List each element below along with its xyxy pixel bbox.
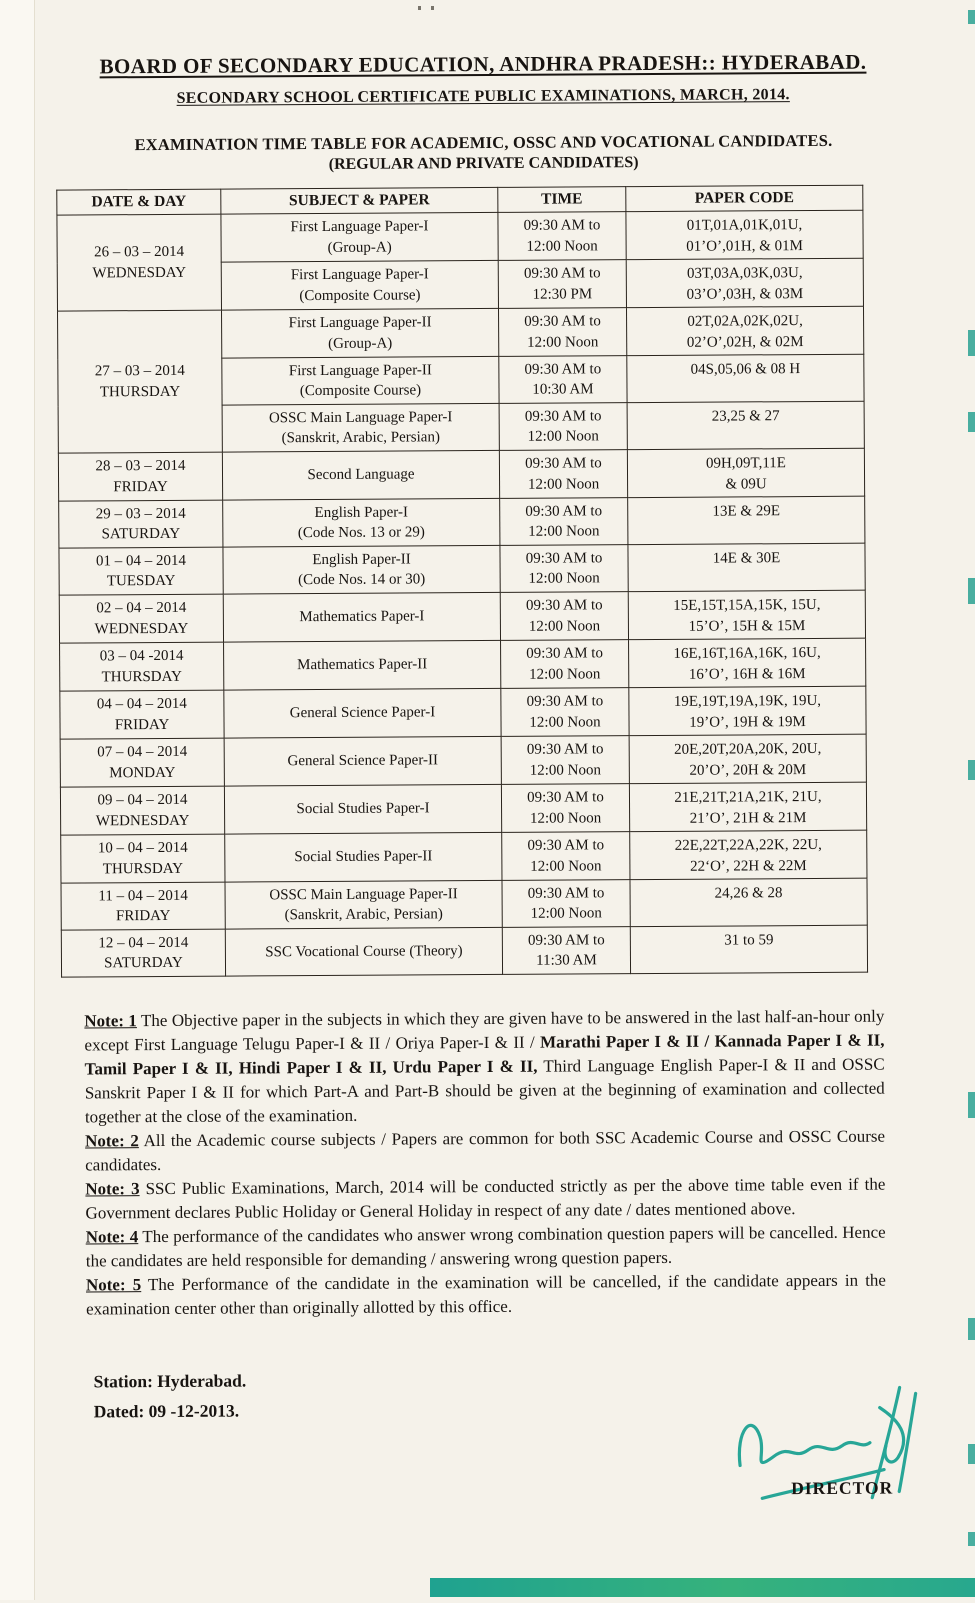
note-4 [86, 1221, 886, 1274]
subject-line: (Sanskrit, Arabic, Persian) [284, 906, 443, 924]
code-cell [630, 925, 867, 973]
subject-cell [224, 784, 501, 834]
timetable-row [59, 496, 865, 548]
day-text: SATURDAY [101, 525, 181, 543]
scan-artifact [968, 760, 975, 780]
subject-line: First Language Paper-I [290, 266, 429, 284]
date-day-cell [61, 929, 225, 977]
subject-line: OSSC Main Language Paper-I [268, 408, 453, 426]
code-line: 03T,03A,03K,03U, [686, 265, 803, 282]
subject-line: English Paper-II [312, 550, 411, 568]
code-line: 24,26 & 28 [714, 885, 783, 902]
timetable-row [59, 590, 865, 643]
time-line: 12:00 Noon [527, 333, 599, 351]
subject-cell [223, 498, 500, 547]
time-line: 12:00 Noon [529, 665, 601, 683]
time-line: 09:30 AM to [525, 455, 602, 472]
subject-line: Social Studies Paper-II [294, 848, 433, 866]
timetable-row [61, 925, 867, 977]
note-label: Note: 4 [85, 1227, 139, 1247]
timetable-row [60, 638, 866, 691]
subject-line: English Paper-I [314, 503, 409, 521]
time-line: 09:30 AM to [525, 597, 603, 614]
code-cell [628, 590, 865, 639]
date-day-cell [57, 214, 222, 311]
timetable-row [57, 210, 863, 263]
subject-cell [223, 545, 500, 594]
subject-line: Second Language [307, 466, 415, 484]
time-line: 09:30 AM to [526, 741, 604, 758]
code-line: 01’O’,01H, & 01M [686, 237, 803, 255]
time-line: 12:00 Noon [529, 761, 601, 779]
date-day-cell [60, 642, 224, 691]
subject-cell [222, 450, 499, 500]
subject-line: First Language Paper-I [290, 218, 429, 236]
scan-artifact [968, 330, 975, 356]
scan-artifact [968, 1532, 975, 1546]
note-label: Note: 1 [84, 1011, 137, 1031]
date-text: 27 – 03 – 2014 [94, 362, 185, 380]
time-line: 09:30 AM to [526, 693, 604, 710]
time-cell [498, 260, 626, 309]
time-cell [502, 880, 630, 928]
day-text: WEDNESDAY [94, 620, 189, 637]
time-cell [500, 498, 628, 546]
day-text: WEDNESDAY [95, 812, 190, 829]
date-text: 07 – 04 – 2014 [97, 743, 188, 761]
code-line: 13E & 29E [712, 503, 781, 520]
time-line: 09:30 AM to [524, 407, 602, 425]
time-line: 09:30 AM to [526, 645, 603, 662]
date-text: 01 – 04 – 2014 [95, 552, 187, 569]
code-cell [626, 306, 863, 355]
date-day-cell [61, 834, 225, 883]
time-line: 12:00 Noon [529, 713, 601, 731]
note-text: Third Language English Paper-I & II and OSSC Sanskrit Paper I & II for which Part-A and Part-B should be given at the beginning of examination and collected together at the close of the examination. [84, 1054, 885, 1127]
subject-cell [222, 356, 499, 405]
subject-line: Mathematics Paper-II [297, 656, 428, 674]
subject-line: Social Studies Paper-I [296, 800, 430, 818]
timetable-body [57, 210, 868, 977]
code-cell [626, 258, 863, 307]
subject-line: General Science Paper-II [287, 752, 439, 770]
code-line: 09H,09T,11E [705, 455, 786, 472]
code-line: 15’O’, 15H & 15M [688, 617, 806, 635]
note-label: Note: 5 [85, 1275, 142, 1295]
date-text: 29 – 03 – 2014 [95, 505, 186, 522]
time-line: 12:00 Noon [526, 237, 598, 255]
code-line: 20E,20T,20A,20K, 20U, [674, 740, 822, 758]
scan-artifact [968, 10, 975, 24]
notes-section [84, 1005, 886, 1322]
time-line: 09:30 AM to [523, 217, 601, 234]
code-line: 04S,05,06 & 08 H [690, 361, 801, 378]
date-text: 12 – 04 – 2014 [98, 934, 189, 951]
date-day-cell [61, 882, 225, 930]
code-line: 19’O’, 19H & 19M [689, 713, 806, 731]
subject-line: (Sanskrit, Arabic, Persian) [281, 429, 440, 447]
code-line: & 09U [725, 475, 767, 493]
code-cell [627, 448, 864, 497]
page-subtitle: SECONDARY SCHOOL CERTIFICATE PUBLIC EXAMINATIONS, MARCH, 2014. [176, 86, 790, 107]
exam-timetable [56, 185, 868, 978]
note-text: The performance of the candidates who answer wrong combination question papers will be cancelled. Hence the candidates are held responsible for demanding / answering wrong question papers. [85, 1222, 886, 1271]
date-day-cell [60, 690, 224, 739]
time-line: 12:00 Noon [528, 617, 601, 635]
subject-line: (Code Nos. 13 or 29) [297, 524, 425, 542]
time-line: 12:00 Noon [528, 570, 600, 587]
timetable-row [58, 448, 864, 501]
time-cell [501, 784, 629, 833]
note-text: The Objective paper in the subjects in which they are given have to be answered in the last half-an-hour only except First Language Telugu Paper-I & II / Oriya Paper-I & II / [84, 1006, 885, 1055]
subject-cell [225, 832, 502, 882]
timetable-row [60, 686, 866, 739]
subject-line: SSC Vocational Course (Theory) [265, 942, 463, 961]
time-line: 09:30 AM to [524, 360, 602, 378]
note-text: Marathi Paper I & II / Kannada Paper I & II, Tamil Paper I & II, Hindi Paper I & II, Urdu Paper I & II, [84, 1030, 885, 1079]
timetable-row [59, 543, 865, 595]
time-line: 12:30 PM [532, 285, 593, 303]
time-line: 12:00 Noon [530, 857, 602, 875]
timetable-row [60, 782, 866, 835]
date-text: 09 – 04 – 2014 [97, 791, 188, 809]
subject-cell [222, 403, 499, 452]
time-cell [499, 450, 627, 499]
subject-cell [222, 308, 499, 358]
time-line: 09:30 AM to [527, 837, 605, 854]
time-cell [498, 308, 626, 357]
code-cell [630, 878, 867, 926]
scan-artifact [968, 1444, 975, 1464]
time-cell [498, 212, 626, 261]
code-line: 15E,15T,15A,15K, 15U, [673, 596, 821, 614]
code-cell [629, 638, 866, 687]
date-day-cell [59, 547, 223, 595]
date-day-cell [59, 594, 223, 643]
day-text: THURSDAY [99, 383, 181, 400]
scan-artifact [968, 578, 975, 604]
code-line: 16’O’, 16H & 16M [688, 665, 806, 683]
time-line: 12:00 Noon [528, 523, 600, 540]
day-text: FRIDAY [113, 478, 168, 495]
code-line: 21E,21T,21A,21K, 21U, [674, 788, 822, 806]
note-label: Note: 2 [85, 1131, 139, 1151]
timetable-row [58, 306, 864, 359]
time-line: 09:30 AM to [527, 931, 605, 949]
time-line: 12:00 Noon [530, 905, 602, 922]
note-5 [86, 1269, 886, 1322]
code-line: 19E,19T,19A,19K, 19U, [673, 692, 822, 710]
date-text: 02 – 04 – 2014 [96, 599, 187, 617]
time-line: 09:30 AM to [523, 265, 601, 282]
day-text: WEDNESDAY [92, 264, 187, 281]
code-line: 14E & 30E [712, 550, 781, 567]
scan-artifact [968, 1318, 975, 1340]
day-text: FRIDAY [114, 716, 170, 733]
subject-line: (Group-A) [327, 239, 392, 256]
day-text: MONDAY [109, 764, 176, 781]
code-line: 01T,01A,01K,01U, [686, 217, 803, 234]
scan-artifact [968, 1092, 975, 1118]
subject-line: (Code Nos. 14 or 30) [298, 571, 426, 589]
time-cell [502, 927, 630, 975]
note-label: Note: 3 [85, 1179, 140, 1199]
subject-cell [221, 212, 498, 262]
timetable-heading: EXAMINATION TIME TABLE FOR ACADEMIC, OSSC AND VOCATIONAL CANDIDATES. [134, 130, 833, 155]
dated-line: Dated: 09 -12-2013. [93, 1400, 240, 1422]
date-day-cell [60, 738, 224, 787]
subject-line: First Language Paper-II [288, 314, 432, 332]
time-cell [502, 832, 630, 881]
subject-line: Mathematics Paper-I [299, 608, 425, 626]
day-text: FRIDAY [115, 907, 171, 925]
time-cell [501, 736, 629, 785]
time-cell [500, 545, 628, 593]
date-day-cell [59, 500, 223, 548]
subject-line: (Group-A) [328, 335, 393, 352]
subject-line: (Composite Course) [299, 382, 422, 400]
note-text: SSC Public Examinations, March, 2014 will be conducted strictly as per the above time table even if the Government declares Public Holiday or General Holiday in respect of any date / dates mentioned above. [85, 1174, 886, 1223]
day-text: THURSDAY [101, 668, 182, 685]
code-cell [627, 354, 864, 402]
time-line: 10:30 AM [532, 381, 594, 398]
date-text: 03 – 04 -2014 [99, 647, 184, 665]
code-line: 22E,22T,22A,22K, 22U, [674, 836, 822, 854]
time-line: 12:00 Noon [529, 809, 602, 827]
note-3 [85, 1173, 885, 1226]
code-line: 21’O’, 21H & 21M [689, 809, 807, 827]
timetable-row [61, 830, 867, 883]
subject-cell [224, 688, 501, 738]
time-line: 12:00 Noon [527, 475, 600, 493]
subject-line: General Science Paper-I [289, 704, 436, 722]
subject-line: OSSC Main Language Paper-II [269, 885, 458, 903]
code-line: 31 to 59 [724, 932, 774, 949]
date-text: 28 – 03 – 2014 [95, 457, 186, 475]
subject-cell [223, 592, 500, 642]
note-1 [84, 1005, 885, 1130]
code-line: 02’O’,02H, & 02M [686, 333, 804, 351]
subject-cell [224, 736, 501, 786]
column-header: DATE & DAY [57, 189, 221, 215]
time-cell [501, 688, 629, 737]
code-cell [629, 734, 866, 783]
day-text: TUESDAY [106, 572, 176, 590]
code-line: 20’O’, 20H & 20M [689, 761, 807, 779]
subject-cell [221, 260, 498, 310]
date-text: 10 – 04 – 2014 [97, 839, 188, 857]
code-cell [628, 496, 865, 544]
code-cell [627, 401, 864, 449]
time-cell [499, 403, 627, 451]
subject-line: First Language Paper-II [288, 361, 432, 379]
column-header: TIME [498, 187, 626, 213]
scan-artifact [968, 412, 975, 432]
timetable-row [60, 734, 866, 787]
date-text: 04 – 04 – 2014 [96, 695, 187, 713]
time-line: 09:30 AM to [525, 502, 603, 520]
time-line: 09:30 AM to [524, 313, 601, 330]
director-label: DIRECTOR [791, 1477, 894, 1499]
subject-cell [225, 927, 502, 976]
candidates-heading: (REGULAR AND PRIVATE CANDIDATES) [328, 154, 639, 173]
day-text: THURSDAY [102, 860, 184, 877]
code-line: 23,25 & 27 [711, 408, 780, 425]
time-cell [499, 356, 627, 404]
scanner-color-bar [430, 1578, 975, 1597]
station-line: Station: Hyderabad. [93, 1370, 247, 1392]
column-header: PAPER CODE [626, 185, 863, 211]
code-line: 22‘O’, 22H & 22M [690, 857, 807, 875]
code-cell [626, 210, 863, 259]
note-text: The Performance of the candidate in the examination will be cancelled, if the candidate appears in the examination center other than originally allotted by this office. [86, 1270, 886, 1319]
code-cell [628, 543, 865, 591]
time-line: 12:00 Noon [527, 428, 599, 445]
page-title: BOARD OF SECONDARY EDUCATION, ANDHRA PRADESH:: HYDERABAD. [99, 49, 867, 79]
time-cell [500, 592, 628, 641]
date-day-cell [58, 310, 223, 453]
time-cell [501, 640, 629, 689]
column-header: SUBJECT & PAPER [221, 187, 498, 214]
date-text: 26 – 03 – 2014 [94, 243, 185, 261]
code-line: 02T,02A,02K,02U, [687, 313, 803, 330]
code-cell [630, 830, 867, 879]
code-cell [629, 782, 866, 831]
subject-cell [224, 640, 501, 690]
time-line: 09:30 AM to [527, 884, 605, 902]
date-day-cell [60, 786, 224, 835]
date-text: 11 – 04 – 2014 [98, 887, 188, 904]
day-text: SATURDAY [104, 954, 183, 972]
subject-line: (Composite Course) [299, 286, 421, 304]
code-cell [629, 686, 866, 735]
code-line: 03’O’,03H, & 03M [686, 285, 804, 303]
subject-cell [225, 880, 502, 929]
code-line: 16E,16T,16A,16K, 16U, [673, 644, 821, 662]
note-2 [85, 1125, 885, 1178]
time-line: 11:30 AM [536, 952, 597, 969]
time-line: 09:30 AM to [527, 789, 604, 806]
date-day-cell [58, 452, 222, 501]
note-text: All the Academic course subjects / Papers are common for both SSC Academic Course and OSSC Course candidates. [85, 1126, 886, 1175]
time-line: 09:30 AM to [525, 549, 603, 567]
timetable-row [61, 878, 867, 930]
